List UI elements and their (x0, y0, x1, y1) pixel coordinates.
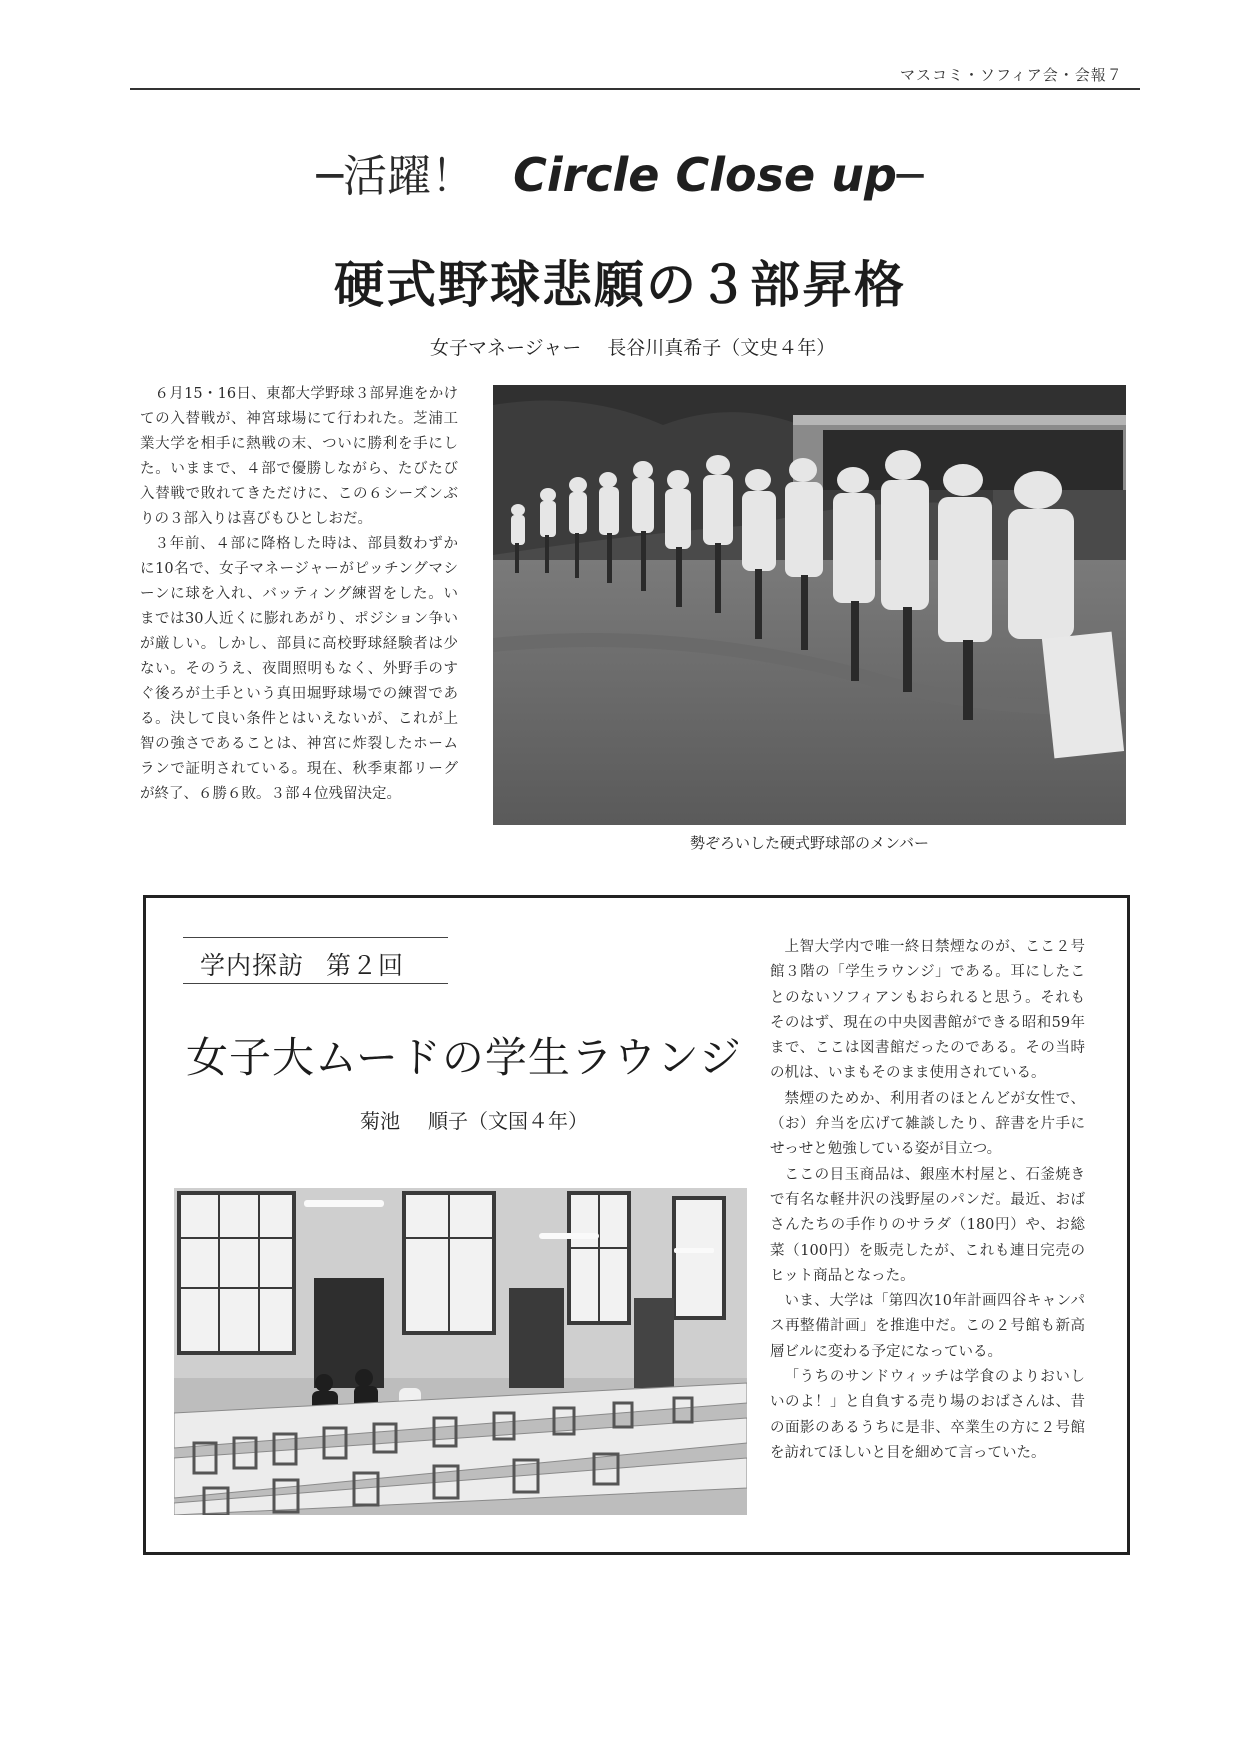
article2-byline (360, 1105, 588, 1134)
series-number: 第２回 (326, 951, 405, 980)
article2-paragraph: 「うちのサンドウィッチは学食のよりおいしいのよ！」と自負する売り場のおばさんは、昔の面影のあるうちに是非、卒業生の方に２号館を訪れてほしいと目を細めて言っていた。 (770, 1369, 1085, 1461)
article2-paragraph: いま、大学は「第四次10年計画四谷キャンパス再整備計画」を推進中だ。この２号館も新高層ビルに変わる予定になっている。 (770, 1293, 1085, 1360)
series-name: 学内探訪 (200, 951, 305, 980)
banner-en: Circle Close up (513, 148, 897, 202)
banner-jp: ─活躍！ (316, 151, 476, 202)
header-rule (130, 88, 1140, 90)
photo-caption: 勢ぞろいした硬式野球部のメンバー (690, 834, 929, 852)
article1-byline-role: 女子マネージャー (430, 337, 582, 359)
article1-byline-name: 長谷川真希子（文史４年） (607, 337, 836, 359)
series-rule-bottom (183, 983, 448, 984)
series-heading (200, 946, 404, 982)
article2-byline-surname: 菊池 (360, 1109, 400, 1133)
article2-paragraph: 禁煙のためか、利用者のほとんどが女性で、（お）弁当を広げて雑談したり、辞書を片手にせっせと勉強している姿が目立つ。 (770, 1090, 1085, 1158)
article1-byline (430, 333, 835, 360)
article2-paragraph: ここの目玉商品は、銀座木村屋と、石釜焼きで有名な軽井沢の浅野屋のパンだ。最近、おばさんたちの手作りのサラダ（180円）や、お総菜（100円）を販売したが、これも連日完売のヒット商品となった。 (770, 1166, 1085, 1284)
article1-paragraph: ３年前、４部に降格した時は、部員数わずかに10名で、女子マネージャーがピッチングマシーンに球を入れ、バッティング練習をした。いまでは30人近くに膨れあがり、ポジション争いが厳しい。しかし、部員に高校野球経験者は少ない。そのうえ、夜間照明もなく、外野手のすぐ後ろが土手という真田堀野球場での練習である。決して良い条件とはいえないが、これが上智の強さであることは、神宮に炸裂したホームランで証明されている。現在、秋季東都リーグが終了、６勝６敗。３部４位残留決定。 (140, 536, 458, 802)
article2-paragraph: 上智大学内で唯一終日禁煙なのが、ここ２号館３階の「学生ラウンジ」である。耳にしたことのないソフィアンもおられると思う。それもそのはず、現在の中央図書館ができる昭和59年まで、ここは図書館だったのである。その当時の机は、いまもそのまま使用されている。 (770, 939, 1085, 1082)
series-rule-top (183, 937, 448, 938)
article2-title: 女子大ムードの学生ラウンジ (186, 1033, 742, 1082)
article2-body (770, 935, 1085, 1466)
article1-body (140, 382, 458, 807)
baseball-team-photo (493, 385, 1126, 825)
newsletter-header: マスコミ・ソフィア会・会報７ (900, 66, 1123, 84)
banner-tail: ─ (896, 151, 924, 202)
article1-paragraph: ６月15・16日、東都大学野球３部昇進をかけての入替戦が、神宮球場にて行われた。芝浦工業大学を相手に熱戦の末、ついに勝利を手にした。いままで、４部で優勝しながら、たびたび入替戦で敗れてきただけに、この６シーズンぶりの３部入りは喜びもひとしおだ。 (140, 386, 458, 527)
student-lounge-photo (174, 1188, 747, 1515)
article2-byline-rest: 順子（文国４年） (428, 1109, 588, 1133)
article1-title: 硬式野球悲願の３部昇格 (334, 255, 906, 314)
section-banner (0, 140, 1240, 204)
